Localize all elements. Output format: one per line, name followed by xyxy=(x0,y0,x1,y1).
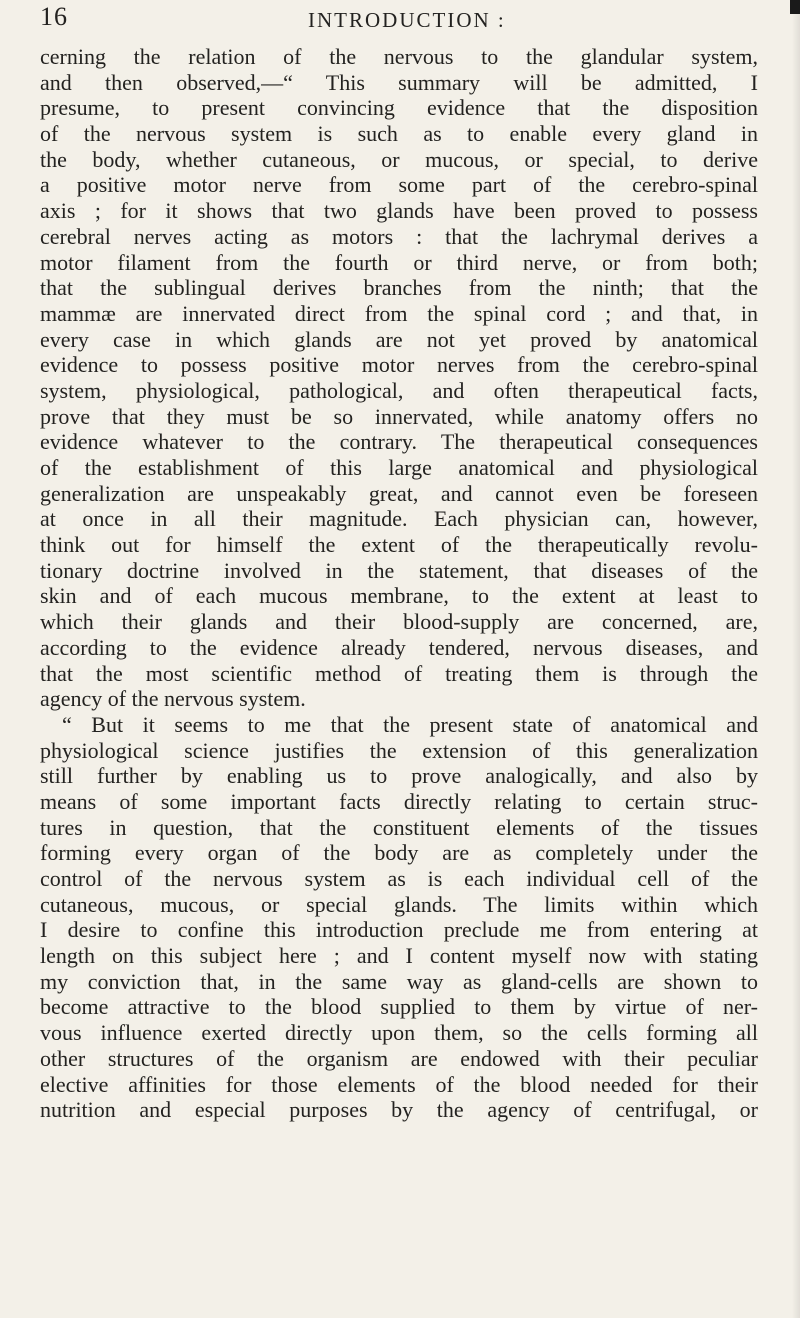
paragraph-end-line: agency of the nervous system. xyxy=(40,686,306,712)
text-line: which their glands and their blood-supply are concerned, are, xyxy=(40,609,758,635)
text-line: the body, whether cutaneous, or mucous, or special, to derive xyxy=(40,146,758,172)
paragraph-start-line: “ But it seems to me that the present state of anatomical and xyxy=(62,711,758,737)
text-line: presume, to present convincing evidence that the disposition xyxy=(40,95,758,121)
text-line: nutrition and especial purposes by the agency of centrifugal, or xyxy=(40,1097,758,1123)
text-line: and then observed,—“ This summary will be admitted, I xyxy=(40,69,758,95)
text-line: mammæ are innervated direct from the spinal cord ; and that, in xyxy=(40,300,758,326)
text-line: cutaneous, mucous, or special glands. The limits within which xyxy=(40,891,758,917)
text-line: of the establishment of this large anatomical and physiological xyxy=(40,455,758,480)
text-line: motor filament from the fourth or third nerve, or from both; xyxy=(40,249,758,275)
text-line: generalization are unspeakably great, and cannot even be foreseen xyxy=(40,480,758,506)
text-line: physiological science justifies the extension of this generalization xyxy=(40,737,758,763)
page-number: 16 xyxy=(40,2,68,31)
text-line: skin and of each mucous membrane, to the extent at least to xyxy=(40,583,758,609)
body-text xyxy=(40,44,758,1123)
text-line: other structures of the organism are endowed with their peculiar xyxy=(40,1045,758,1071)
text-line: my conviction that, in the same way as gland-cells are shown to xyxy=(40,968,758,994)
text-line: vous influence exerted directly upon them, so the cells forming all xyxy=(40,1020,758,1046)
text-line: every case in which glands are not yet proved by anatomical xyxy=(40,326,758,352)
text-line: become attractive to the blood supplied to them by virtue of ner- xyxy=(40,994,758,1020)
text-line: I desire to confine this introduction preclude me from entering at xyxy=(40,917,758,943)
text-line: elective affinities for those elements of the blood needed for their xyxy=(40,1071,758,1097)
text-line: cerebral nerves acting as motors : that the lachrymal derives a xyxy=(40,223,758,249)
text-line: length on this subject here ; and I content myself now with stating xyxy=(40,943,758,969)
text-line: means of some important facts directly relating to certain struc- xyxy=(40,788,758,814)
text-line: control of the nervous system as is each individual cell of the xyxy=(40,866,758,891)
text-line: cerning the relation of the nervous to the glandular system, xyxy=(40,44,758,69)
text-line: prove that they must be so innervated, while anatomy offers no xyxy=(40,403,758,429)
text-line: a positive motor nerve from some part of the cerebro-spinal xyxy=(40,172,758,198)
text-line: according to the evidence already tendered, nervous diseases, and xyxy=(40,634,758,660)
text-line: of the nervous system is such as to enable every gland in xyxy=(40,121,758,147)
text-line: forming every organ of the body are as completely under the xyxy=(40,840,758,866)
text-line: that the most scientific method of treating them is through the xyxy=(40,660,758,686)
text-line: still further by enabling us to prove analogically, and also by xyxy=(40,763,758,789)
text-line: at once in all their magnitude. Each physician can, however, xyxy=(40,506,758,532)
running-head: INTRODUCTION : xyxy=(308,8,506,32)
text-line: think out for himself the extent of the therapeutically revolu- xyxy=(40,532,758,558)
text-line: system, physiological, pathological, and often therapeutical facts, xyxy=(40,377,758,403)
text-line: evidence to possess positive motor nerves from the cerebro-spinal xyxy=(40,352,758,378)
page-edge-shadow xyxy=(792,0,800,1318)
text-line: that the sublingual derives branches from the ninth; that the xyxy=(40,275,758,301)
text-line: axis ; for it shows that two glands have been proved to possess xyxy=(40,198,758,224)
text-line: evidence whatever to the contrary. The therapeutical consequences xyxy=(40,429,758,455)
scan-corner-mark xyxy=(790,0,800,14)
text-line: tionary doctrine involved in the statement, that diseases of the xyxy=(40,557,758,583)
text-line: tures in question, that the constituent elements of the tissues xyxy=(40,814,758,840)
